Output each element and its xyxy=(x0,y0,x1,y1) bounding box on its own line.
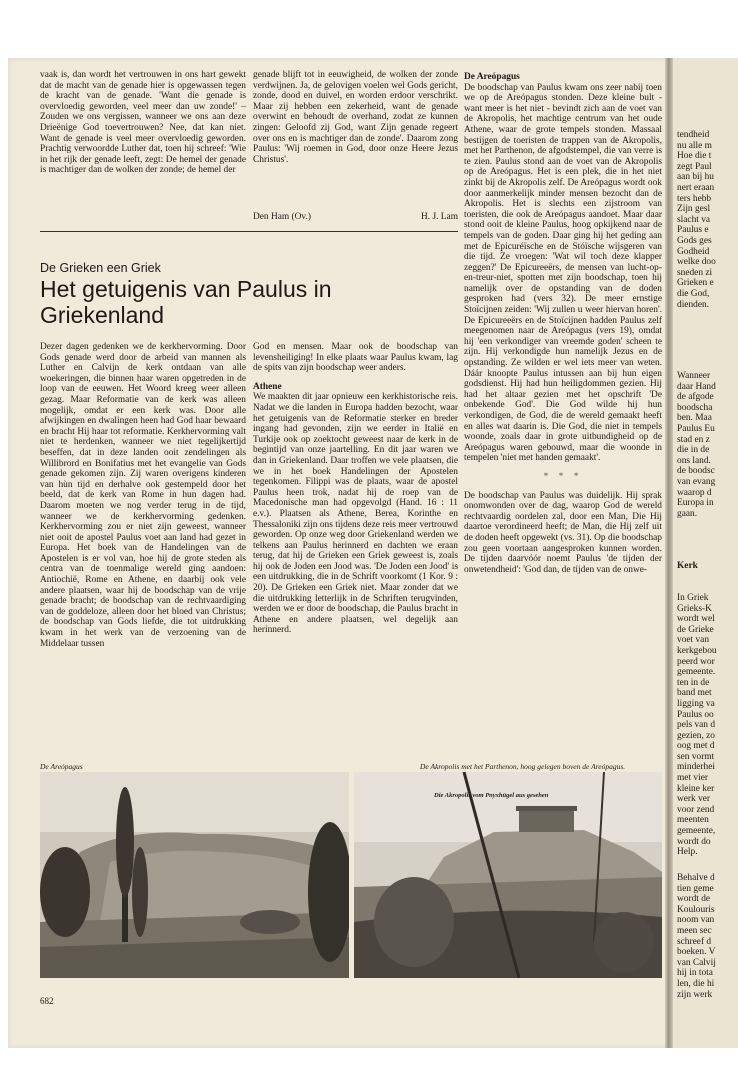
article-kicker: De Grieken een Griek xyxy=(40,261,161,275)
facing-column-text: In Griek Grieks-K wordt wel de Grieke voet van kerkgebou peerd wor gemeente. ten in de band met ligging va Paulus oo pels van d gezien, zo oog met d sen vormt minderhei met vier kleine ker werk ver voor zend meenten gemeente, wordt do Help. xyxy=(677,592,717,858)
article-headline: Het getuigenis van Paulus in Griekenland xyxy=(40,276,332,328)
akropolis-illustration xyxy=(354,772,662,978)
paragraph: We maakten dit jaar opnieuw een kerkhistorische reis. Nadat we die landen in Europa hadden bezocht, waar het getuigenis van de Reformatie sterker en breder ingang had gevonden, zijn we eerder in Italië en Turkije ook op zoektocht geweest naar de kerk in de begintijd van onze jaartelling. En dit jaar waren we dan in Griekenland. Daar troffen we vele plaatsen, die we in het boek Handelingen der Apostelen tegenkomen. Filippi was de plaats, waar de apostel Paulus heen trok, nadat hij de roep van de Macedonische man had opgevolgd (Hand. 16 : 11 e.v.). Plaatsen als Athene, Berea, Korinthe en Thessaloniki zijn ons tijdens deze reis meer vertrouwd geworden. Op onze weg door Griekenland werden we telkens aan Paulus herinnerd en dachten we eraan terug, dat hij de Grieken een Griek geweest is, zoals hij ook de Joden een Jood was. 'De Joden een Jood' is een uitdrukking, die in de Schrift voorkomt (1 Kor. 9 : 20). De Grieken een Griek niet. Maar zonder dat we die uitdrukking letterlijk in de Schriften terugvinden, werden we er door de boodschap, die Paulus bracht in Athene en andere plaatsen, wel degelijk aan herinnerd. xyxy=(253,392,458,636)
paragraph: Dezer dagen gedenken we de kerkhervorming. Door Gods genade werd door de arbeid van mannen als Luther en Calvijn de kerk ontdaan van alle woekeringen, die binnen haar waren opgetreden in de loop van de eeuwen. Het Woord kreeg weer alleen gezag. Maar Reformatie van de kerk was alleen mogelijk, omdat er een kerk was. Door alle afwijkingen en dwalingen heen had God haar bewaard en bracht Hij haar tot reformatie. Kerkhervorming valt niet te herdenken, wanneer we niet tegelijkertijd beseffen, dat in deze landen ooit zendelingen als Willibrord en Bonifatius met het evangelie van Gods genade gekomen zijn. Zij waren overigens kinderen van hùn tijd en derhalve ook gestempeld door het beeld, dat de kerk van Rome in hun dagen had. Daarom moeten we nog verder terug in de tijd, wanneer we de kerkhervorming gedenken. Kerkhervorming zou er niet zijn geweest, wanneer niet ooit de apostel Paulus voet aan land had gezet in Europa. Het boek van de Handelingen van de Apostelen is er vol van, hoe hij de grote steden als centra van de toenmalige wereld ging aandoen: Antiochië, Rome en Athene, en daarbij ook vele andere plaatsen, waar hij de boodschap van de vrije genade bracht; de boodschap van de rechtvaardiging van de goddeloze, alleen door het bloed van Christus; de boodschap van Gods liefde, die tot uitdrukking kwam in het werk van de verzoening van de Middelaar tussen xyxy=(40,342,246,649)
column-1-top-text xyxy=(40,70,246,176)
section-divider xyxy=(40,231,458,232)
subheading-kerk: Kerk xyxy=(677,561,698,572)
paragraph: genade blijft tot in eeuwigheid, de wolken der zonde verdwijnen. Ja, de gelovigen voelen wel Gods gericht, zonde, dood en duivel, en worden erdoor verschrikt. Maar zij hebben een zekerheid, want de genade overwint en behoudt de overhand, zodat ze kunnen zingen: Geloofd zij God, want Zijn genade regeert over ons en is machtiger dan de zonde'. Daarom zong Paulus: 'Wij roemen in God, door onze Heere Jezus Christus'. xyxy=(253,70,458,165)
photo-inline-label: Die Akropolis vom Pnyxhügel aus gesehen xyxy=(434,792,549,799)
paragraph: De boodschap van Paulus kwam ons zeer nabij toen we op de Areópagus stonden. Deze kleine bult - want meer is het niet - bevindt zich aan de voet van de Akropolis, het machtige centrum van het oude Athene, waar de grote tempels stonden. Massaal bestijgen de toeristen de trappen van de Akropolis, met het Parthenon, de afgodstempel, die van verre is te zien. Paulus stond aan de voet van de Akropolis op de Areópagus. Het is een plek, die in het niet zinkt bij de Akropolis zelf. De Areópagus wordt ook door aanmerkelijk minder mensen bezocht dan de Akropolis. Het is slechts een zijstroom van toeristen, die ook de Areópagus aandoet. Maar daar stond ooit de kleine Paulus, hoog opkijkend naar de tempels van de goden. Daar ging hij het geding aan met de Epicuréïsche en de Stóïsche wijsgeren van die tijd. Ze vroegen: 'Wat wil toch deze klapper zeggen?' De Epicureeërs, de mensen van lucht-op-en-treur-niet, spotten met zijn boodschap, toen hij namelijk over de opstanding van de doden gesproken had (vers 32). De meer ernstige Stoïcijnen zeiden: 'Wij zullen u weer hiervan horen'. De Epicureeërs en de Stoïcijnen hadden Paulus zelf meegenomen naar de Areópagus (vers 19), omdat hij 'een verkondiger van vreemde goden' scheen te zijn. Hij verkondigde hun namelijk Jezus en de opstanding. Ze wilden er wel iets meer van weten. Dáár knoopte Paulus intussen aan bij hun eigen godsdienst. Hij had hun heiligdommen gezien. Hij had het altaar gezien met het opschrift 'De onbekende God'. Die God wilde hij hun verkondigen, de God, die de wereld gemaakt heeft en alles wat daarin is. Die God, die niet in tempels woonde, zoals daar in grote uitbundigheid op de Areópagus waren gebouwd, maar die woonde in tempelen 'niet met handen gemaakt'. xyxy=(464,82,662,464)
facing-column-text: tendheid nu alle m Hoe die t zegt Paul aan bij hu nert eraan ters hebb Zijn gesl slacht va Paulus e Gods ges Godheid welke doo sneden zi Grieken e die God, dienden. xyxy=(677,130,716,310)
subheading-athene: Athene xyxy=(253,381,282,392)
paragraph: De boodschap van Paulus was duidelijk. Hij sprak onomwonden over de dag, waarop God de wereld rechtvaardig oordelen zal, door een Man, Die Hij daartoe verordineerd heeft; de Man, die Hij zelf uit de doden heeft opgewekt (vs. 31). Op die boodschap zou geen voortaan aangesproken kunnen worden. De tijden daarvóór noemt Paulus 'de tijden der onwetendheid': 'God dan, de tijden van de onwe- xyxy=(464,490,662,575)
signature-author: H. J. Lam xyxy=(421,212,458,222)
photo-akropolis xyxy=(354,772,662,978)
article-column-1 xyxy=(40,342,246,649)
areopagus-illustration xyxy=(40,772,349,978)
caption-right: De Akropolis met het Parthenon, hoog gelegen boven de Areópagus. xyxy=(420,762,626,771)
page-number: 682 xyxy=(40,996,54,1006)
article-column-2 xyxy=(253,342,458,636)
subheading-areopagus: De Areópagus xyxy=(464,72,520,82)
article-column-3 xyxy=(464,72,662,575)
column-2-top-text xyxy=(253,70,458,165)
page-fold xyxy=(665,58,673,1048)
photo-areopagus xyxy=(40,772,349,978)
signature-place: Den Ham (Ov.) xyxy=(253,212,311,222)
section-break-stars: * * * xyxy=(543,471,583,482)
facing-column-text: Behalve d tien geme wordt de Koulouris noom van meen sec schreef d boeken. V van Calvij hij in tota len, die hi zijn werk xyxy=(677,873,716,1000)
facing-column-text xyxy=(677,540,738,879)
facing-column-text: Wanneer daar Hand de afgode boodscha ben. Maa Paulus Eu stad en z die in de ons land. de boodsc van evang waarop d Europa in gaan. xyxy=(677,371,716,519)
caption-left: De Areópagus xyxy=(40,762,83,771)
paragraph: God en mensen. Maar ook de boodschap van levensheiliging! In elke plaats waar Paulus kwam, lag de spits van zijn boodschap weer anders. xyxy=(253,342,458,374)
facing-page xyxy=(673,58,738,1048)
signature xyxy=(253,212,458,222)
paragraph: vaak is, dan wordt het vertrouwen in ons hart gewekt dat de macht van de genade hier is opgewassen tegen de kracht van de genade. 'Want die genade is overvloedig geworden, veel meer dan uw zonde!' – Zouden we ons vergissen, wanneer we ons aan deze Drieënige God toevertrouwen? Nee, dat kan niet. Want de genade is veel meer overvloedig geworden. Prachtig verwoordde Luther dat, toen hij schreef: 'Wie in het rijk der genade leeft, zegt: De hemel der genade is machtiger dan de wolken der zonde; de hemel der xyxy=(40,70,246,176)
